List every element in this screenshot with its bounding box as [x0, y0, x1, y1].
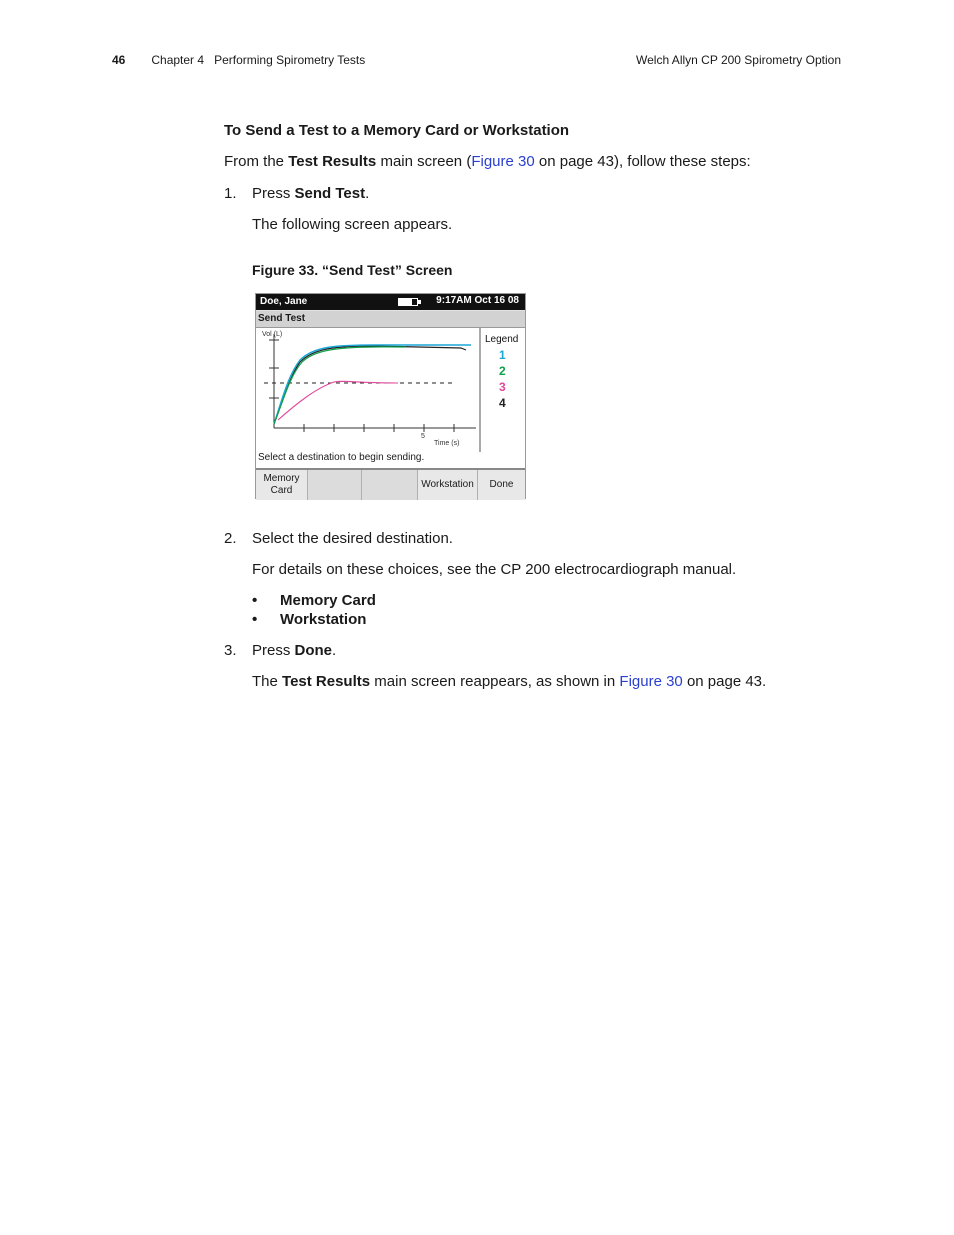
step-1-suffix: . [365, 185, 370, 202]
chapter-title: Performing Spirometry Tests [214, 53, 366, 67]
blank-softkey [308, 470, 362, 500]
step-3-suffix: . [332, 642, 337, 659]
step-1-bold: Send Test [294, 185, 366, 202]
device-status-message: Select a destination to begin sending. [258, 452, 425, 463]
section-title: To Send a Test to a Memory Card or Workstation [224, 122, 570, 139]
done-softkey[interactable] [478, 470, 525, 500]
x-tick-label: 5 [421, 433, 425, 440]
curve-1 [274, 345, 471, 424]
running-header-left [112, 53, 365, 67]
step-3 [224, 642, 336, 660]
patient-name: Doe, Jane [260, 296, 308, 307]
note-suffix: on page 43. [682, 673, 767, 690]
step-number: 1. [224, 185, 237, 202]
page-number: 46 [112, 53, 126, 67]
done-label: Done [489, 479, 514, 490]
legend-item-1: 1 [499, 348, 506, 362]
step-1-prefix: Press [252, 185, 295, 202]
figure-30-link[interactable]: Figure 30 [619, 673, 683, 690]
step-2-note: For details on these choices, see the CP 200 electrocardiograph manual. [252, 561, 737, 578]
device-datetime: 9:17AM Oct 16 08 [436, 295, 519, 306]
bullet-text: Workstation [280, 611, 367, 628]
step-3-note [252, 673, 766, 691]
device-screen-title [256, 311, 525, 328]
bullet-dot: • [252, 611, 258, 628]
step-number: 3. [224, 642, 237, 659]
figure-30-link[interactable]: Figure 30 [471, 153, 535, 170]
device-status-bar [256, 294, 525, 310]
product-title: Welch Allyn CP 200 Spirometry Option [636, 53, 841, 67]
memory-card-softkey[interactable] [256, 470, 308, 500]
intro-suffix: on page 43), follow these steps: [534, 153, 751, 170]
screen-title-text: Send Test [258, 313, 306, 324]
memory-card-label-line1: Memory [263, 473, 300, 484]
step-1 [224, 185, 369, 203]
device-screen [255, 293, 526, 499]
figure-caption: Figure 33. “Send Test” Screen [252, 262, 453, 278]
curve-3 [278, 381, 398, 420]
note-prefix: The [252, 673, 283, 690]
chapter-label: Chapter 4 [151, 53, 205, 67]
intro-middle: main screen ( [376, 153, 472, 170]
step-3-bold: Done [294, 642, 333, 659]
intro-bold: Test Results [288, 153, 377, 170]
step-number: 2. [224, 530, 237, 547]
legend-item-4: 4 [499, 396, 506, 410]
bullet-memory-card [252, 592, 376, 610]
plot-svg [256, 328, 525, 468]
battery-icon [398, 298, 418, 306]
bullet-text: Memory Card [280, 592, 376, 609]
bullet-workstation [252, 611, 366, 629]
legend-item-2: 2 [499, 364, 506, 378]
step-3-prefix: Press [252, 642, 295, 659]
x-axis-label: Time (s) [434, 440, 460, 447]
legend-title: Legend [485, 334, 519, 345]
legend-item-3: 3 [499, 380, 506, 394]
blank-softkey [362, 470, 418, 500]
step-2-text: Select the desired destination. [252, 530, 453, 547]
workstation-label: Workstation [421, 479, 474, 490]
intro-paragraph [224, 153, 751, 171]
step-2 [224, 530, 453, 548]
softkey-bar [256, 468, 525, 500]
volume-time-plot [256, 328, 525, 468]
note-bold: Test Results [282, 673, 371, 690]
curve-2 [274, 347, 406, 424]
step-1-note: The following screen appears. [252, 216, 453, 233]
intro-prefix: From the [224, 153, 289, 170]
y-axis-label: Vol (L) [262, 331, 283, 338]
note-middle: main screen reappears, as shown in [370, 673, 620, 690]
memory-card-label-line2: Card [270, 485, 293, 496]
workstation-softkey[interactable] [418, 470, 478, 500]
bullet-dot: • [252, 592, 258, 609]
